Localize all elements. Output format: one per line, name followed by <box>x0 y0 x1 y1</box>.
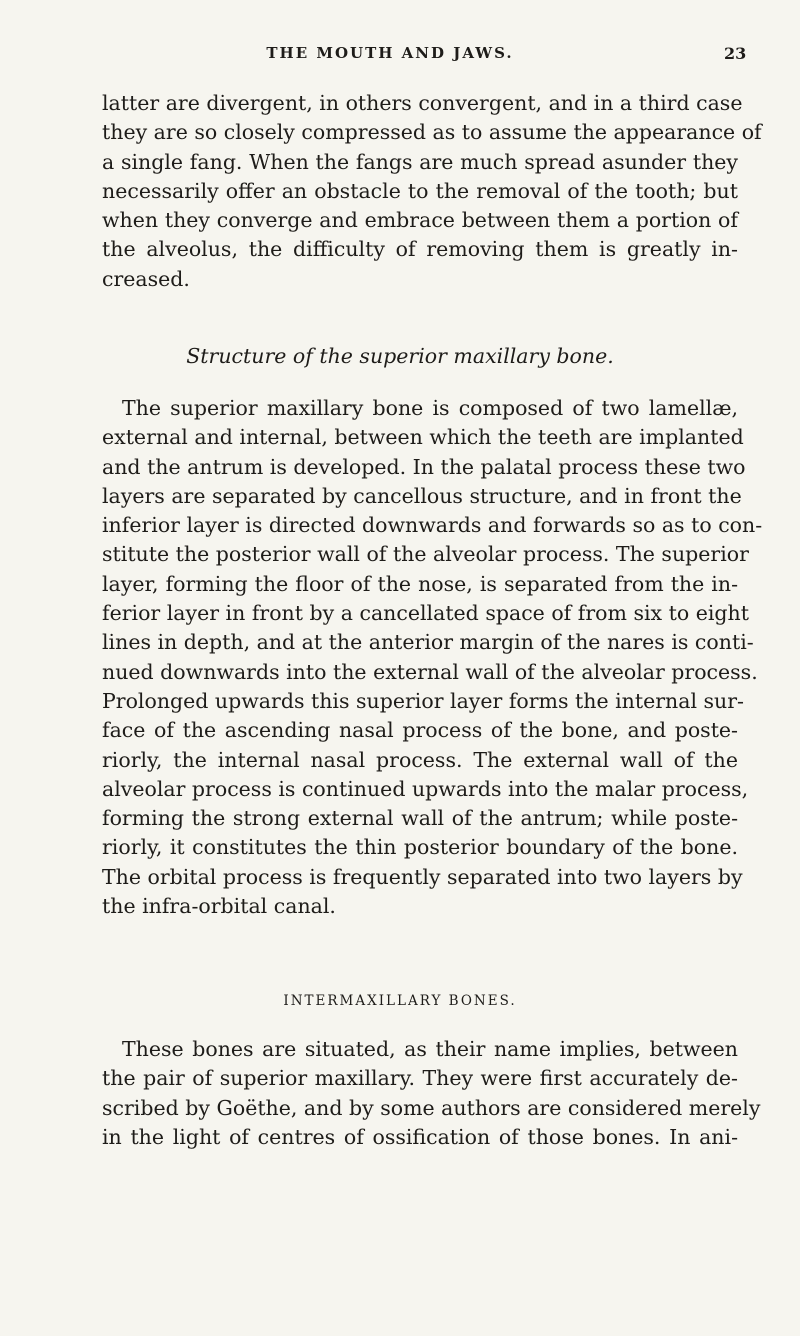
text-line: the alveolus, the difficulty of removing them is greatly in- <box>102 237 738 262</box>
text-line: Prolonged upwards this superior layer forms the internal sur- <box>102 688 744 713</box>
text-line: riorly, it constitutes the thin posterior boundary of the bone. <box>102 835 738 860</box>
text-line: face of the ascending nasal process of the bone, and poste- <box>102 718 738 743</box>
text-line: in the light of centres of ossification of those bones. In ani- <box>102 1124 738 1149</box>
paragraph-2 <box>102 394 763 921</box>
paragraph-1 <box>102 89 762 294</box>
text-line: layer, forming the floor of the nose, is separated from the in- <box>102 571 738 596</box>
text-line: ferior layer in front by a cancellated space of from six to eight <box>102 601 749 626</box>
subheading: Structure of the superior maxillary bone. <box>186 344 614 368</box>
text-line: These bones are situated, as their name implies, between <box>122 1037 738 1061</box>
text-line: The orbital process is frequently separated into two layers by <box>102 864 743 889</box>
text-line: a single fang. When the fangs are much spread asunder they <box>102 149 738 174</box>
text-line: stitute the posterior wall of the alveolar process. The superior <box>102 542 749 567</box>
text-line: nued downwards into the external wall of the alveolar process. <box>102 659 758 684</box>
text-line: they are so closely compressed as to assume the appearance of <box>102 120 762 145</box>
text-line: the infra-orbital canal. <box>102 894 336 919</box>
text-line: external and internal, between which the teeth are implanted <box>102 425 744 450</box>
section-heading: INTERMAXILLARY BONES. <box>283 993 517 1009</box>
text-line: The superior maxillary bone is composed of two lamellæ, <box>122 396 738 420</box>
paragraph-3 <box>102 1035 761 1152</box>
text-line: latter are divergent, in others convergent, and in a third case <box>102 91 743 115</box>
text-line: creased. <box>102 266 190 291</box>
text-line: scribed by Goëthe, and by some authors are considered merely <box>102 1095 761 1120</box>
text-line: layers are separated by cancellous structure, and in front the <box>102 483 742 508</box>
text-line: forming the strong external wall of the antrum; while poste- <box>102 806 738 831</box>
text-line: riorly, the internal nasal process. The external wall of the <box>102 747 738 772</box>
text-line: inferior layer is directed downwards and forwards so as to con- <box>102 513 763 538</box>
text-line: and the antrum is developed. In the palatal process these two <box>102 454 746 479</box>
text-line: necessarily offer an obstacle to the removal of the tooth; but <box>102 178 738 203</box>
text-line: when they converge and embrace between them a portion of <box>102 208 738 233</box>
page-number: 23 <box>724 44 747 63</box>
running-head: THE MOUTH AND JAWS. <box>266 44 514 62</box>
text-line: the pair of superior maxillary. They were first accurately de- <box>102 1066 738 1091</box>
text-line: alveolar process is continued upwards into the malar process, <box>102 776 749 801</box>
text-line: lines in depth, and at the anterior margin of the nares is conti- <box>102 630 754 655</box>
